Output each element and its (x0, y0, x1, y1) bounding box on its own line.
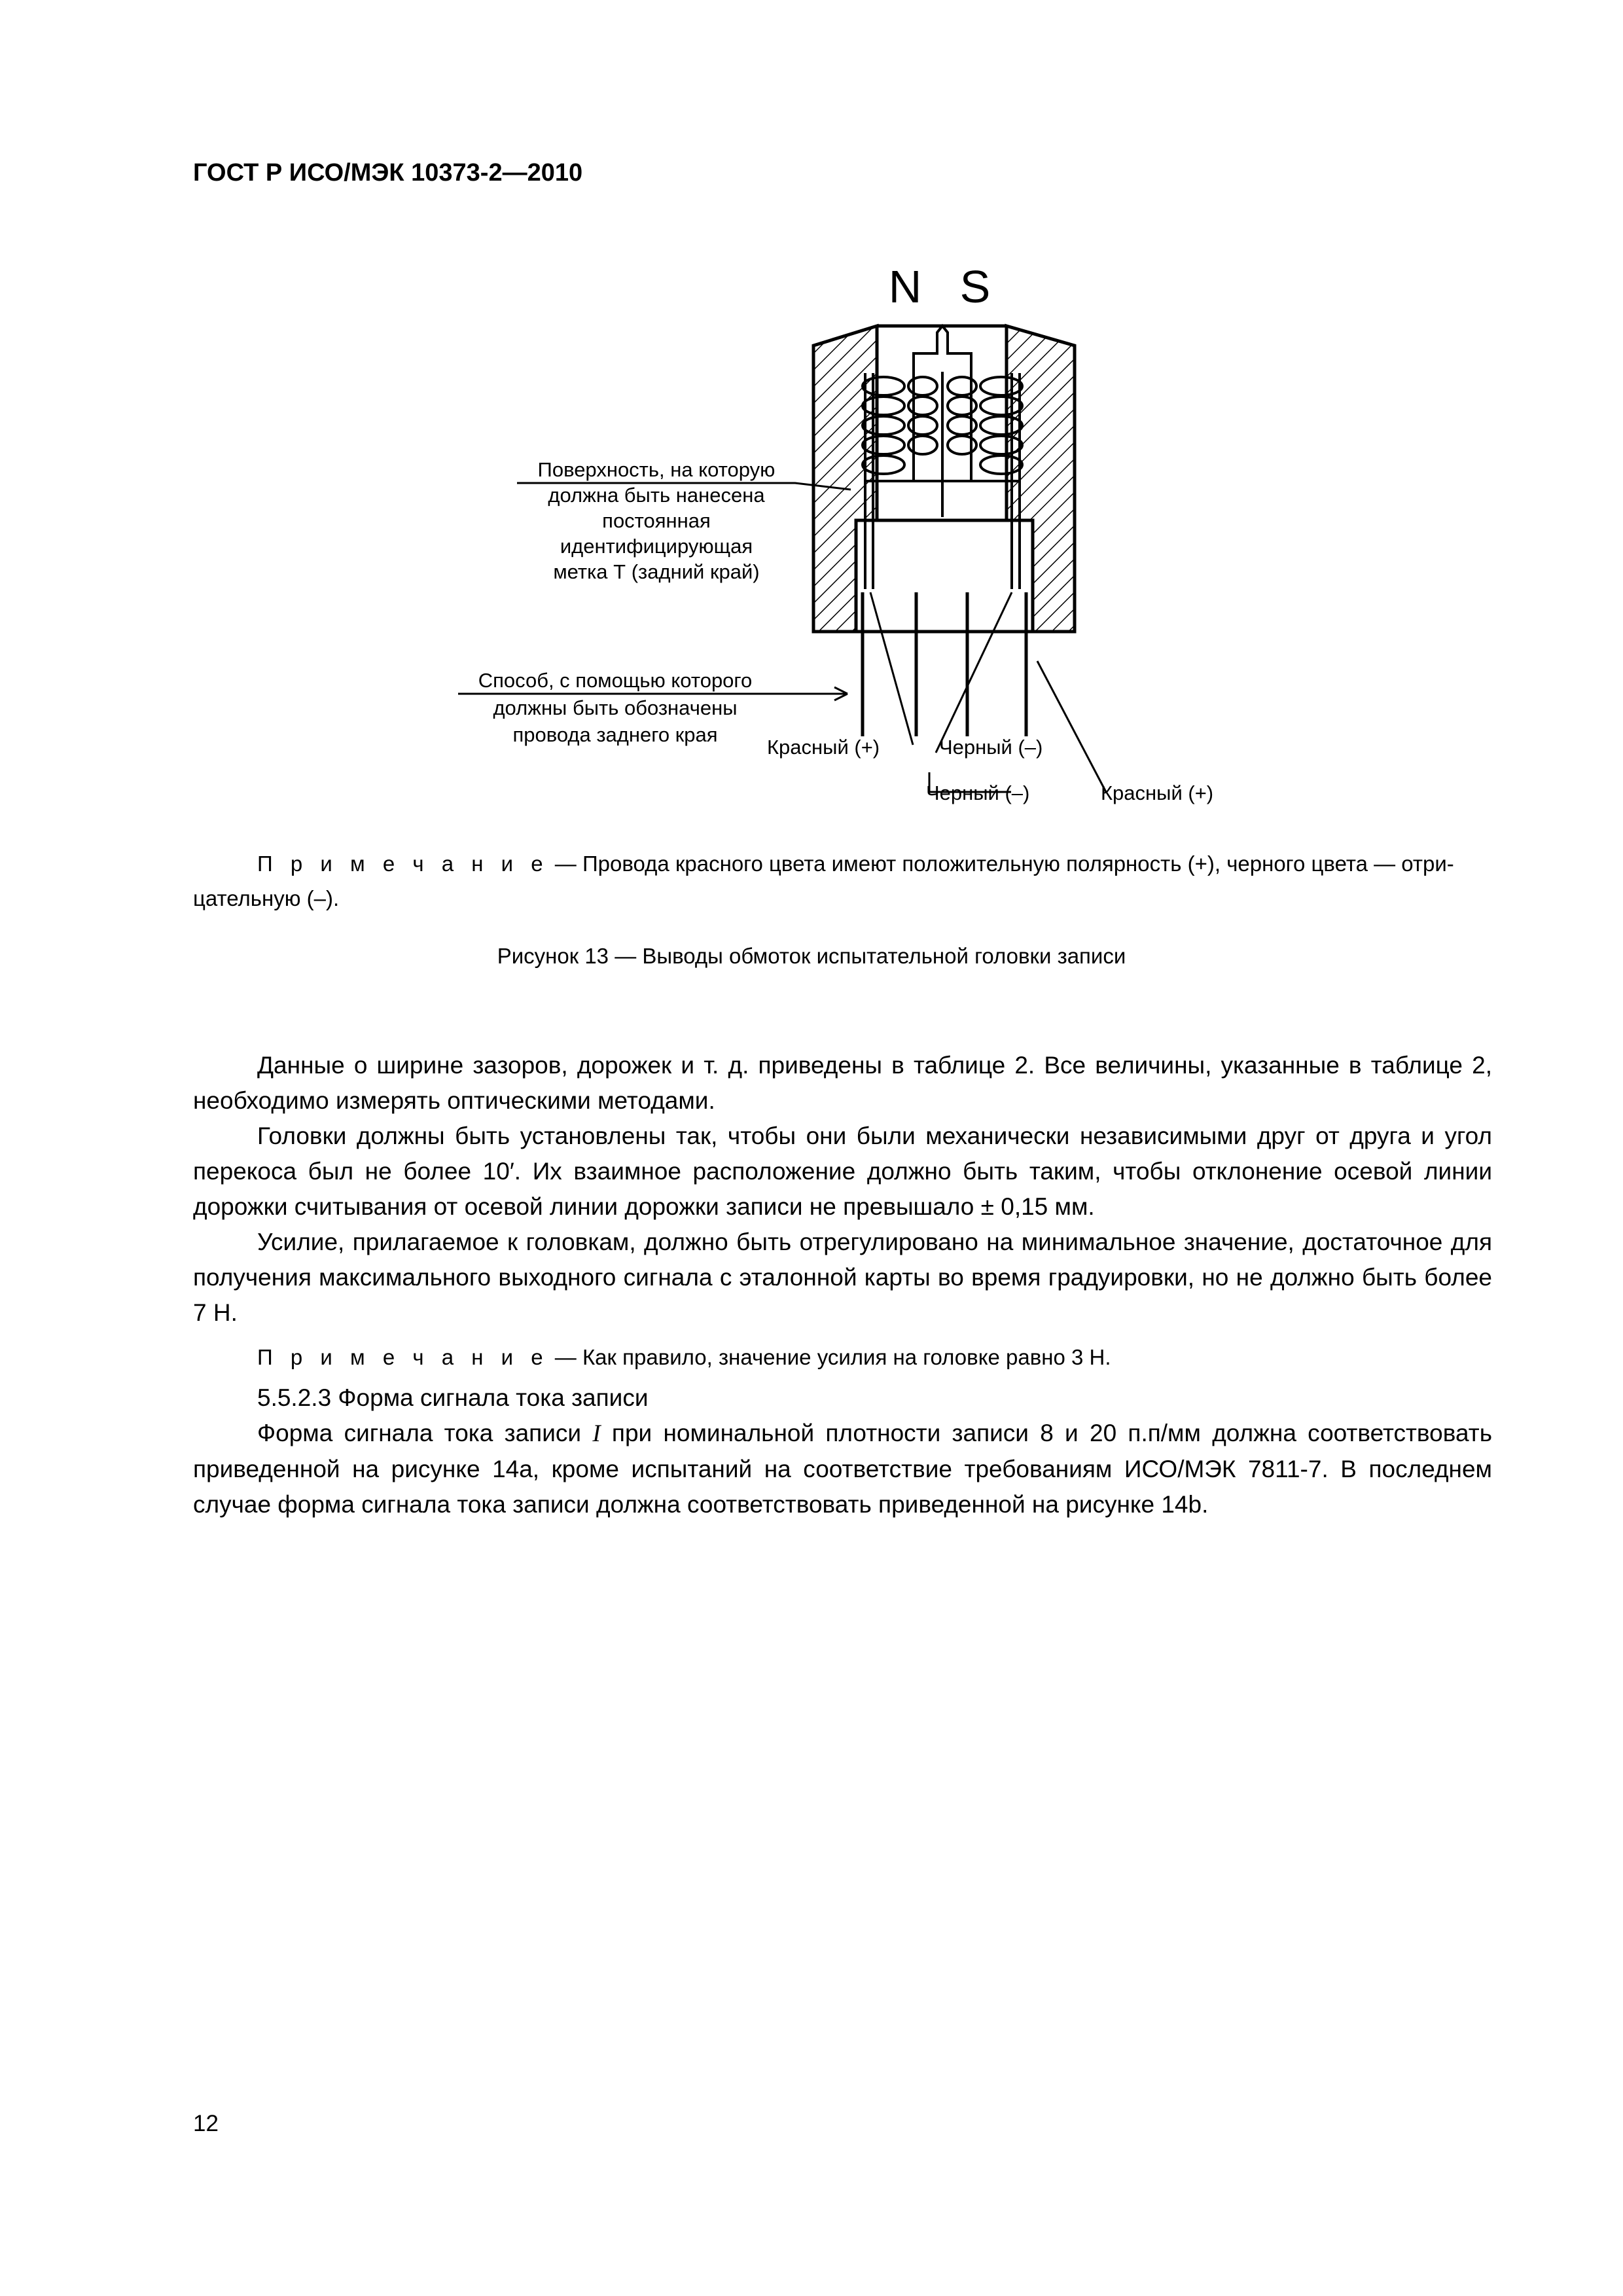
paragraph-3: Усилие, прилагаемое к головкам, должно быть отрегулировано на минимальное значение, достаточное для получения максимального выходного сигнала с эталонной карты во время градуировки, но не должно быть более 7 Н. (193, 1229, 1492, 1326)
figure-note-continuation: цательную (–). (193, 886, 340, 910)
head-housing (813, 326, 1077, 632)
note-force: П р и м е ч а н и е — Как правило, значение усилия на головке равно 3 Н. (257, 1345, 1111, 1369)
svg-text:постоянная: постоянная (602, 509, 711, 532)
body-text (193, 1048, 1492, 1522)
svg-text:Способ, с помощью которого: Способ, с помощью которого (478, 669, 753, 692)
svg-text:должны быть обозначены: должны быть обозначены (493, 696, 738, 719)
paragraph-1: Данные о ширине зазоров, дорожек и т. д. приведены в таблице 2. Все величины, указанные в таблице 2, необходимо измерять оптическими методами. (193, 1052, 1492, 1114)
svg-text:метка Т (задний край): метка Т (задний край) (553, 560, 760, 583)
paragraph-2: Головки должны быть установлены так, чтобы они были механически независимыми друг от друга и угол перекоса был не более 10′. Их взаимное расположение должно быть таким, чтобы отклонение осевой линии дорожки считывания от осевой линии дорожки записи не превышало ± 0,15 мм. (193, 1122, 1492, 1220)
wire-label-black-top: Черный (–) (939, 736, 1043, 759)
wire-label-black-bottom: Черный (–) (926, 781, 1030, 804)
section-heading: 5.5.2.3 Форма сигнала тока записи (257, 1384, 649, 1411)
paragraph-4: Форма сигнала тока записи I при номинальной плотности записи 8 и 20 п.п/мм должна соответствовать приведенной на рисунке 14а, кроме испытаний на соответствие требованиям ИСО/МЭК 7811-7. В последнем случае форма сигнала тока записи должна соответствовать приведенной на рисунке 14b. (193, 1420, 1492, 1518)
surface-label (538, 458, 776, 583)
figure-note (193, 846, 1492, 882)
svg-text:Поверхность, на которую: Поверхность, на которую (537, 458, 776, 481)
svg-text:идентифицирующая: идентифицирующая (560, 535, 753, 558)
svg-text:должна быть нанесена: должна быть нанесена (548, 484, 765, 507)
svg-text:провода заднего края: провода заднего края (512, 723, 718, 746)
method-label (478, 669, 753, 746)
figure-13-diagram (0, 0, 1623, 851)
document-header: ГОСТ Р ИСО/МЭК 10373-2—2010 (193, 159, 583, 187)
pole-s-label: S (959, 261, 991, 312)
page-number: 12 (193, 2111, 219, 2136)
note-prefix: П р и м е ч а н и е (257, 852, 549, 876)
wire-label-red-right: Красный (+) (1101, 781, 1214, 804)
pole-n-label: N (888, 261, 922, 312)
wire-label-red-left: Красный (+) (767, 736, 880, 759)
note-text: — Провода красного цвета имеют положительную полярность (+), черного цвета — отри- (548, 852, 1454, 876)
figure-caption: Рисунок 13 — Выводы обмоток испытательной головки записи (497, 944, 1126, 968)
